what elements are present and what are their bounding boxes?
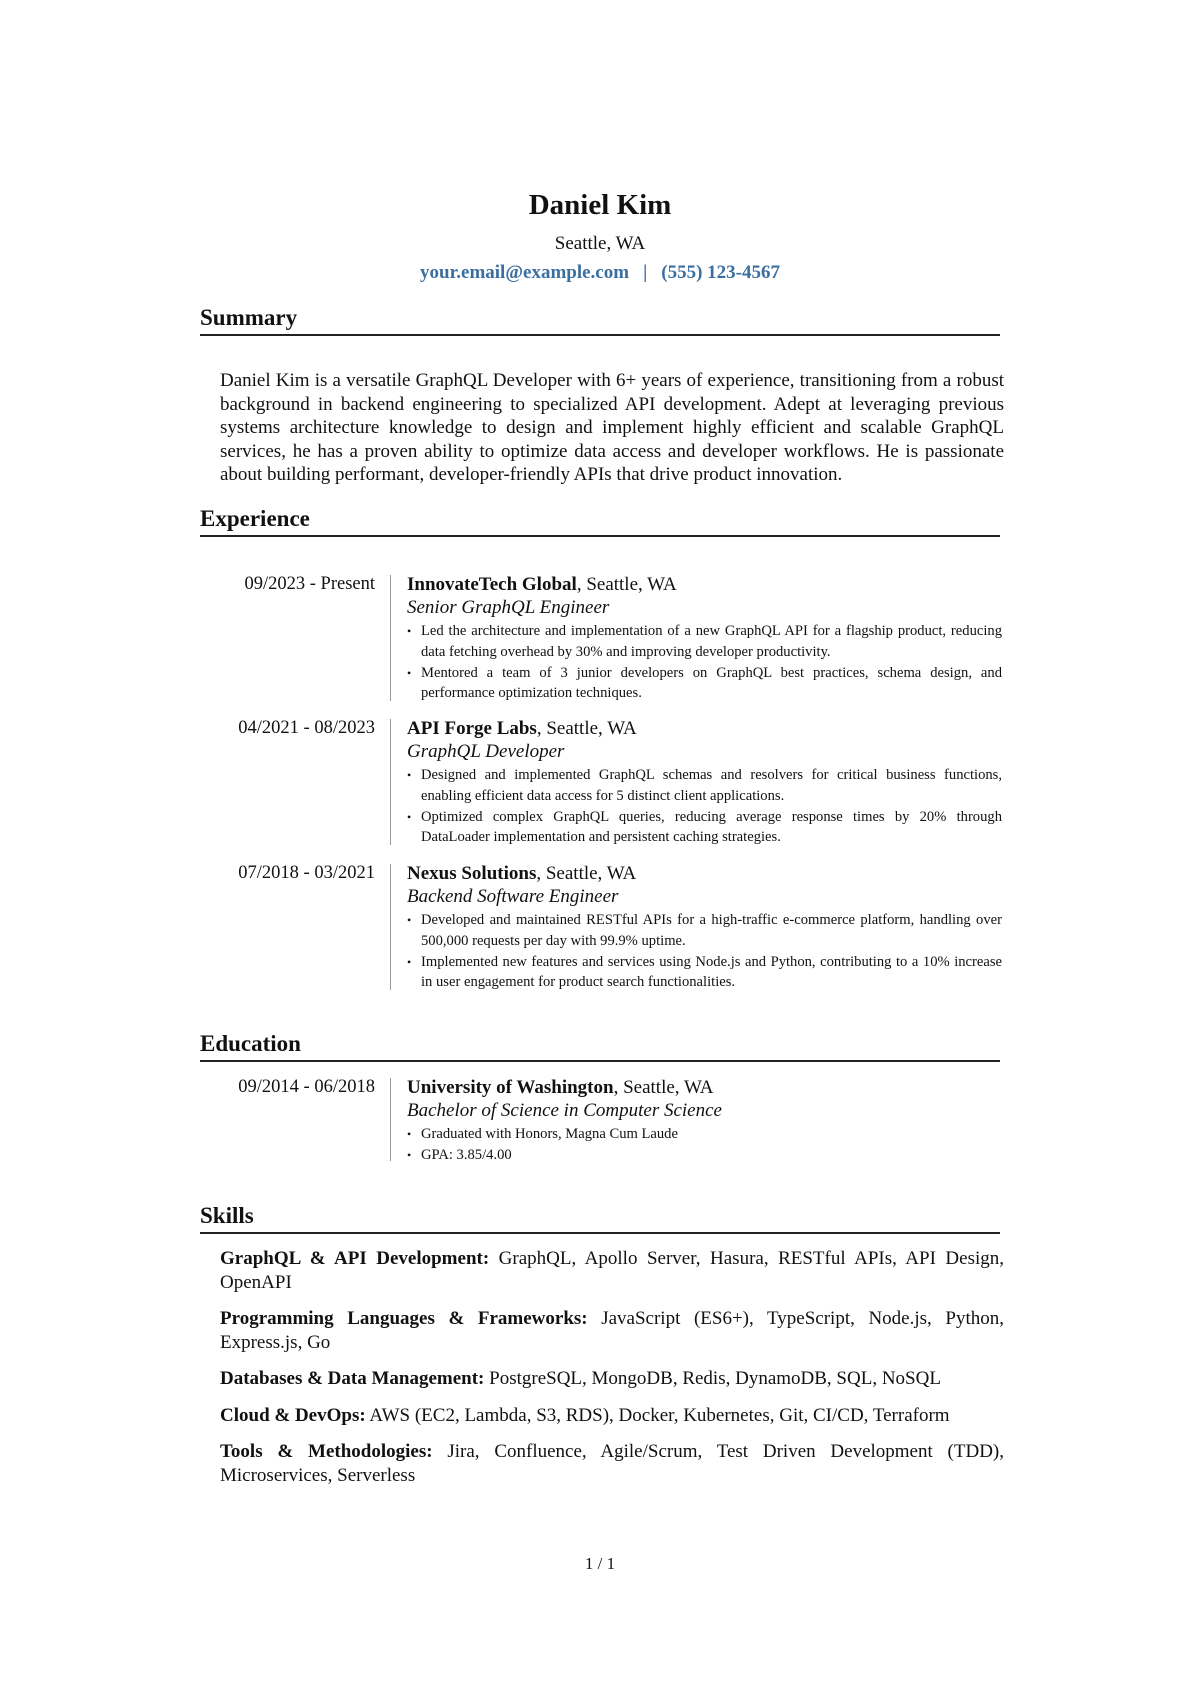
skill-category: GraphQL & API Development: [220, 1248, 490, 1269]
education-heading: Education [200, 1031, 301, 1056]
skill-category: Tools & Methodologies: [220, 1441, 433, 1462]
entry-body [407, 862, 1002, 993]
skill-items: PostgreSQL, MongoDB, Redis, DynamoDB, SQL, NoSQL [484, 1368, 941, 1389]
summary-heading: Summary [200, 305, 298, 330]
skill-group [220, 1404, 1004, 1428]
timeline-divider [390, 719, 391, 845]
skill-items: GraphQL, Apollo Server, Hasura, RESTful APIs, API Design, OpenAPI [220, 1248, 1004, 1293]
bullet-list [407, 765, 1002, 848]
candidate-name: Daniel Kim [528, 189, 672, 221]
company-location: , Seattle, WA [536, 863, 637, 884]
skill-items: Jira, Confluence, Agile/Scrum, Test Driven Development (TDD), Microservices, Serverless [220, 1441, 1005, 1486]
summary-text: Daniel Kim is a versatile GraphQL Developer with 6+ years of experience, transitioning from a robust background in backend engineering to specialized API development. Adept at leveraging previous systems architecture knowledge to design and implement highly efficient and scalable GraphQL services, he has a proven ability to optimize data access and developer workflows. He is passionate about building performant, developer-friendly APIs that drive product innovation. [220, 370, 1004, 485]
bullet-list [407, 1124, 1002, 1166]
bullet-item: • Optimized complex GraphQL queries, reducing average response times by 20% through DataLoader implementation and persistent caching strategies. [407, 807, 1002, 849]
bullet-list [407, 910, 1002, 993]
school-name: University of Washington [407, 1077, 614, 1098]
entry-body [407, 573, 1002, 704]
candidate-location: Seattle, WA [554, 233, 646, 254]
contact-line [200, 261, 1000, 285]
skills-rule [200, 1232, 1000, 1234]
job-title: Backend Software Engineer [407, 886, 619, 907]
entry-dates: 04/2021 - 08/2023 [238, 718, 375, 738]
skill-items: AWS (EC2, Lambda, S3, RDS), Docker, Kubernetes, Git, CI/CD, Terraform [365, 1404, 950, 1426]
skill-group [220, 1440, 1004, 1487]
education-rule [200, 1060, 1000, 1062]
entry-body [407, 717, 1002, 848]
bullet-list [407, 621, 1002, 704]
summary-rule [200, 334, 1000, 336]
skills-heading: Skills [200, 1203, 254, 1228]
contact-separator: | [643, 262, 648, 283]
school-location: , Seattle, WA [613, 1077, 714, 1098]
email-link[interactable]: your.email@example.com [420, 262, 630, 283]
entry-body [407, 1076, 1002, 1166]
bullet-item: • Led the architecture and implementation of a new GraphQL API for a flagship product, reducing data fetching overhead by 30% and improving developer productivity. [407, 621, 1002, 663]
skill-items: JavaScript (ES6+), TypeScript, Node.js, Python, Express.js, Go [220, 1308, 1004, 1353]
skill-category: Programming Languages & Frameworks: [220, 1308, 588, 1329]
timeline-divider [390, 575, 391, 701]
degree-title: Bachelor of Science in Computer Science [407, 1100, 722, 1121]
resume-page [200, 0, 1005, 1683]
bullet-item: • Developed and maintained RESTful APIs for a high-traffic e-commerce platform, handling over 500,000 requests per day with 99.9% uptime. [407, 910, 1002, 952]
job-title: GraphQL Developer [407, 741, 565, 762]
skill-group [220, 1367, 1004, 1391]
company-name: InnovateTech Global [407, 574, 577, 595]
entry-dates: 09/2023 - Present [244, 574, 375, 594]
skills-list [220, 1247, 1004, 1500]
company-name: Nexus Solutions [407, 863, 537, 884]
skill-category: Databases & Data Management: [220, 1368, 485, 1389]
entry-organization [407, 717, 1002, 740]
bullet-item: • GPA: 3.85/4.00 [407, 1145, 1002, 1166]
company-name: API Forge Labs [407, 718, 537, 739]
timeline-divider [390, 864, 391, 990]
phone-link[interactable]: (555) 123-4567 [661, 262, 780, 283]
skill-group [220, 1307, 1004, 1354]
bullet-item: • Mentored a team of 3 junior developers on GraphQL best practices, schema design, and performance optimization techniques. [407, 663, 1002, 705]
company-location: , Seattle, WA [536, 718, 637, 739]
company-location: , Seattle, WA [576, 574, 677, 595]
timeline-divider [390, 1078, 391, 1161]
experience-rule [200, 535, 1000, 537]
job-title: Senior GraphQL Engineer [407, 597, 610, 618]
skill-category: Cloud & DevOps: [220, 1404, 366, 1426]
skill-group [220, 1247, 1004, 1294]
bullet-item: • Implemented new features and services using Node.js and Python, contributing to a 10% increase in user engagement for product search functionalities. [407, 952, 1002, 994]
experience-heading: Experience [200, 506, 310, 531]
page-number: 1 / 1 [584, 1554, 616, 1573]
entry-organization [407, 862, 1002, 885]
entry-organization [407, 573, 1002, 596]
entry-dates: 09/2014 - 06/2018 [238, 1077, 375, 1097]
entry-organization [407, 1076, 1002, 1099]
bullet-item: • Graduated with Honors, Magna Cum Laude [407, 1124, 1002, 1145]
bullet-item: • Designed and implemented GraphQL schemas and resolvers for critical business functions, enabling efficient data access for 5 distinct client applications. [407, 765, 1002, 807]
entry-dates: 07/2018 - 03/2021 [238, 863, 375, 883]
